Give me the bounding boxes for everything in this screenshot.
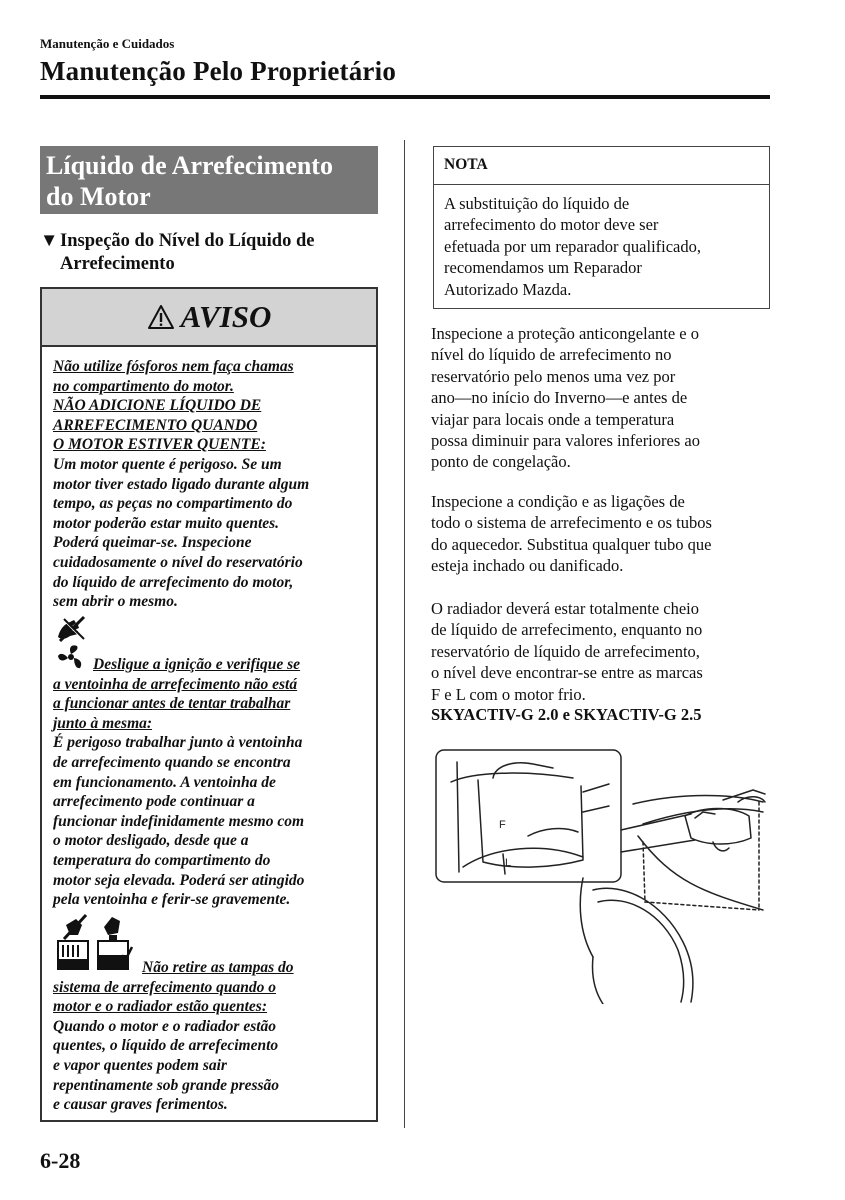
- paragraph-line: reservatório de líquido de arrefecimento,: [431, 641, 700, 661]
- note-line: arrefecimento do motor deve ser: [444, 215, 659, 235]
- model-label: SKYACTIV-G 2.0 e SKYACTIV-G 2.5: [431, 705, 702, 724]
- note-label: NOTA: [434, 147, 769, 185]
- warning-line: Desligue a ignição e verifique se: [93, 656, 301, 673]
- warning-line: Não utilize fósforos nem faça chamas: [53, 358, 294, 375]
- warning-box: [40, 287, 378, 1122]
- warning-line: o motor desligado, desde que a: [53, 832, 249, 850]
- warning-line: de arrefecimento quando se encontra: [53, 753, 291, 771]
- warning-line: sistema de arrefecimento quando o: [53, 978, 277, 996]
- warning-line: ARREFECIMENTO QUANDO: [53, 416, 258, 434]
- topic-title-line1: Líquido de Arrefecimento: [46, 151, 333, 180]
- paragraph-line: de líquido de arrefecimento, enquanto no: [431, 620, 703, 640]
- warning-line: temperatura do compartimento do: [53, 851, 271, 869]
- inset-mark-l: L: [505, 857, 512, 869]
- warning-line: e vapor quentes podem sair: [53, 1056, 227, 1074]
- note-line: A substituição do líquido de: [444, 194, 630, 213]
- warning-line: O MOTOR ESTIVER QUENTE:: [53, 436, 266, 454]
- paragraph-line: reservatório pelo menos uma vez por: [431, 366, 676, 386]
- topic-title-line2: do Motor: [46, 182, 151, 211]
- warning-line: do líquido de arrefecimento do motor,: [53, 573, 294, 591]
- topic-title-bar: [40, 146, 378, 214]
- paragraph-2: [431, 491, 771, 577]
- paragraph-line: do aquecedor. Substitua qualquer tubo que: [431, 534, 712, 554]
- warning-triangle-icon: [147, 304, 175, 330]
- warning-line: a funcionar antes de tentar trabalhar: [53, 695, 291, 713]
- note-text: [444, 193, 762, 300]
- subheading: [40, 230, 380, 276]
- warning-line: a ventoinha de arrefecimento não está: [53, 675, 298, 693]
- warning-line: Poderá queimar-se. Inspecione: [53, 534, 252, 552]
- warning-line: cuidadosamente o nível do reservatório: [53, 553, 303, 571]
- paragraph-line: viajar para locais onde a temperatura: [431, 409, 675, 429]
- warning-line: quentes, o líquido de arrefecimento: [53, 1037, 279, 1055]
- warning-block-2: [53, 655, 375, 910]
- page-title: Manutenção Pelo Proprietário: [40, 56, 397, 86]
- paragraph-line: todo o sistema de arrefecimento e os tubos: [431, 513, 712, 533]
- warning-line: pela ventoinha e ferir-se gravemente.: [53, 891, 291, 909]
- warning-line: motor tiver estado ligado durante algum: [53, 475, 310, 493]
- warning-line: junto à mesma:: [53, 714, 153, 732]
- paragraph-line: Inspecione a condição e as ligações de: [431, 492, 685, 511]
- warning-line: É perigoso trabalhar junto à ventoinha: [53, 734, 303, 752]
- warning-block-3: [53, 958, 375, 1115]
- warning-line: repentinamente sob grande pressão: [53, 1076, 280, 1094]
- warning-line: e causar graves ferimentos.: [53, 1096, 228, 1114]
- no-hand-icon: [54, 615, 88, 643]
- warning-line: sem abrir o mesmo.: [53, 593, 178, 611]
- warning-line: no compartimento do motor.: [53, 377, 234, 395]
- paragraph-1: [431, 323, 771, 473]
- paragraph-line: o nível deve encontrar-se entre as marcas: [431, 663, 703, 683]
- paragraph-line: F e L com o motor frio.: [431, 684, 586, 704]
- inset-mark-f: F: [499, 819, 506, 831]
- warning-label: AVISO: [180, 299, 272, 334]
- note-line: Autorizado Mazda.: [444, 279, 572, 299]
- coolant-reservoir-illustration: [433, 742, 778, 1004]
- warning-line: NÃO ADICIONE LÍQUIDO DE: [53, 397, 262, 415]
- warning-line: Quando o motor e o radiador estão: [53, 1017, 277, 1035]
- warning-header: [42, 289, 376, 347]
- note-line: efetuada por um reparador qualificado,: [444, 236, 701, 256]
- column-divider: [404, 140, 405, 1128]
- warning-line: tempo, as peças no compartimento do: [53, 495, 293, 513]
- paragraph-line: O radiador deverá estar totalmente cheio: [431, 599, 699, 618]
- paragraph-line: nível do líquido de arrefecimento no: [431, 345, 672, 365]
- warning-line: motor e o radiador estão quentes:: [53, 998, 267, 1016]
- note-line: recomendamos um Reparador: [444, 258, 642, 278]
- triangle-bullet-icon: ▼: [40, 231, 59, 251]
- section-label: Manutenção e Cuidados: [40, 36, 175, 51]
- paragraph-line: ponto de congelação.: [431, 452, 571, 472]
- paragraph-line: ano—no início do Inverno—e antes de: [431, 388, 688, 408]
- subheading-line1: Inspeção do Nível do Líquido de: [60, 231, 315, 251]
- paragraph-line: Inspecione a proteção anticongelante e o: [431, 324, 699, 343]
- title-rule: [40, 95, 770, 99]
- warning-line: Um motor quente é perigoso. Se um: [53, 455, 282, 473]
- warning-line: funcionar indefinidamente mesmo com: [53, 812, 305, 830]
- warning-line: motor poderão estar muito quentes.: [53, 514, 280, 532]
- paragraph-line: possa diminuir para valores inferiores ao: [431, 431, 700, 451]
- note-box: [433, 146, 770, 309]
- paragraph-line: esteja inchado ou danificado.: [431, 556, 624, 576]
- warning-line: motor seja elevada. Poderá ser atingido: [53, 871, 305, 889]
- page-number: 6-28: [40, 1148, 81, 1173]
- warning-line: Não retire as tampas do: [142, 959, 294, 976]
- paragraph-3: [431, 598, 771, 705]
- subheading-line2: Arrefecimento: [60, 254, 175, 274]
- warning-line: em funcionamento. A ventoinha de: [53, 773, 276, 791]
- warning-block-1: [53, 357, 375, 612]
- warning-line: arrefecimento pode continuar a: [53, 793, 255, 811]
